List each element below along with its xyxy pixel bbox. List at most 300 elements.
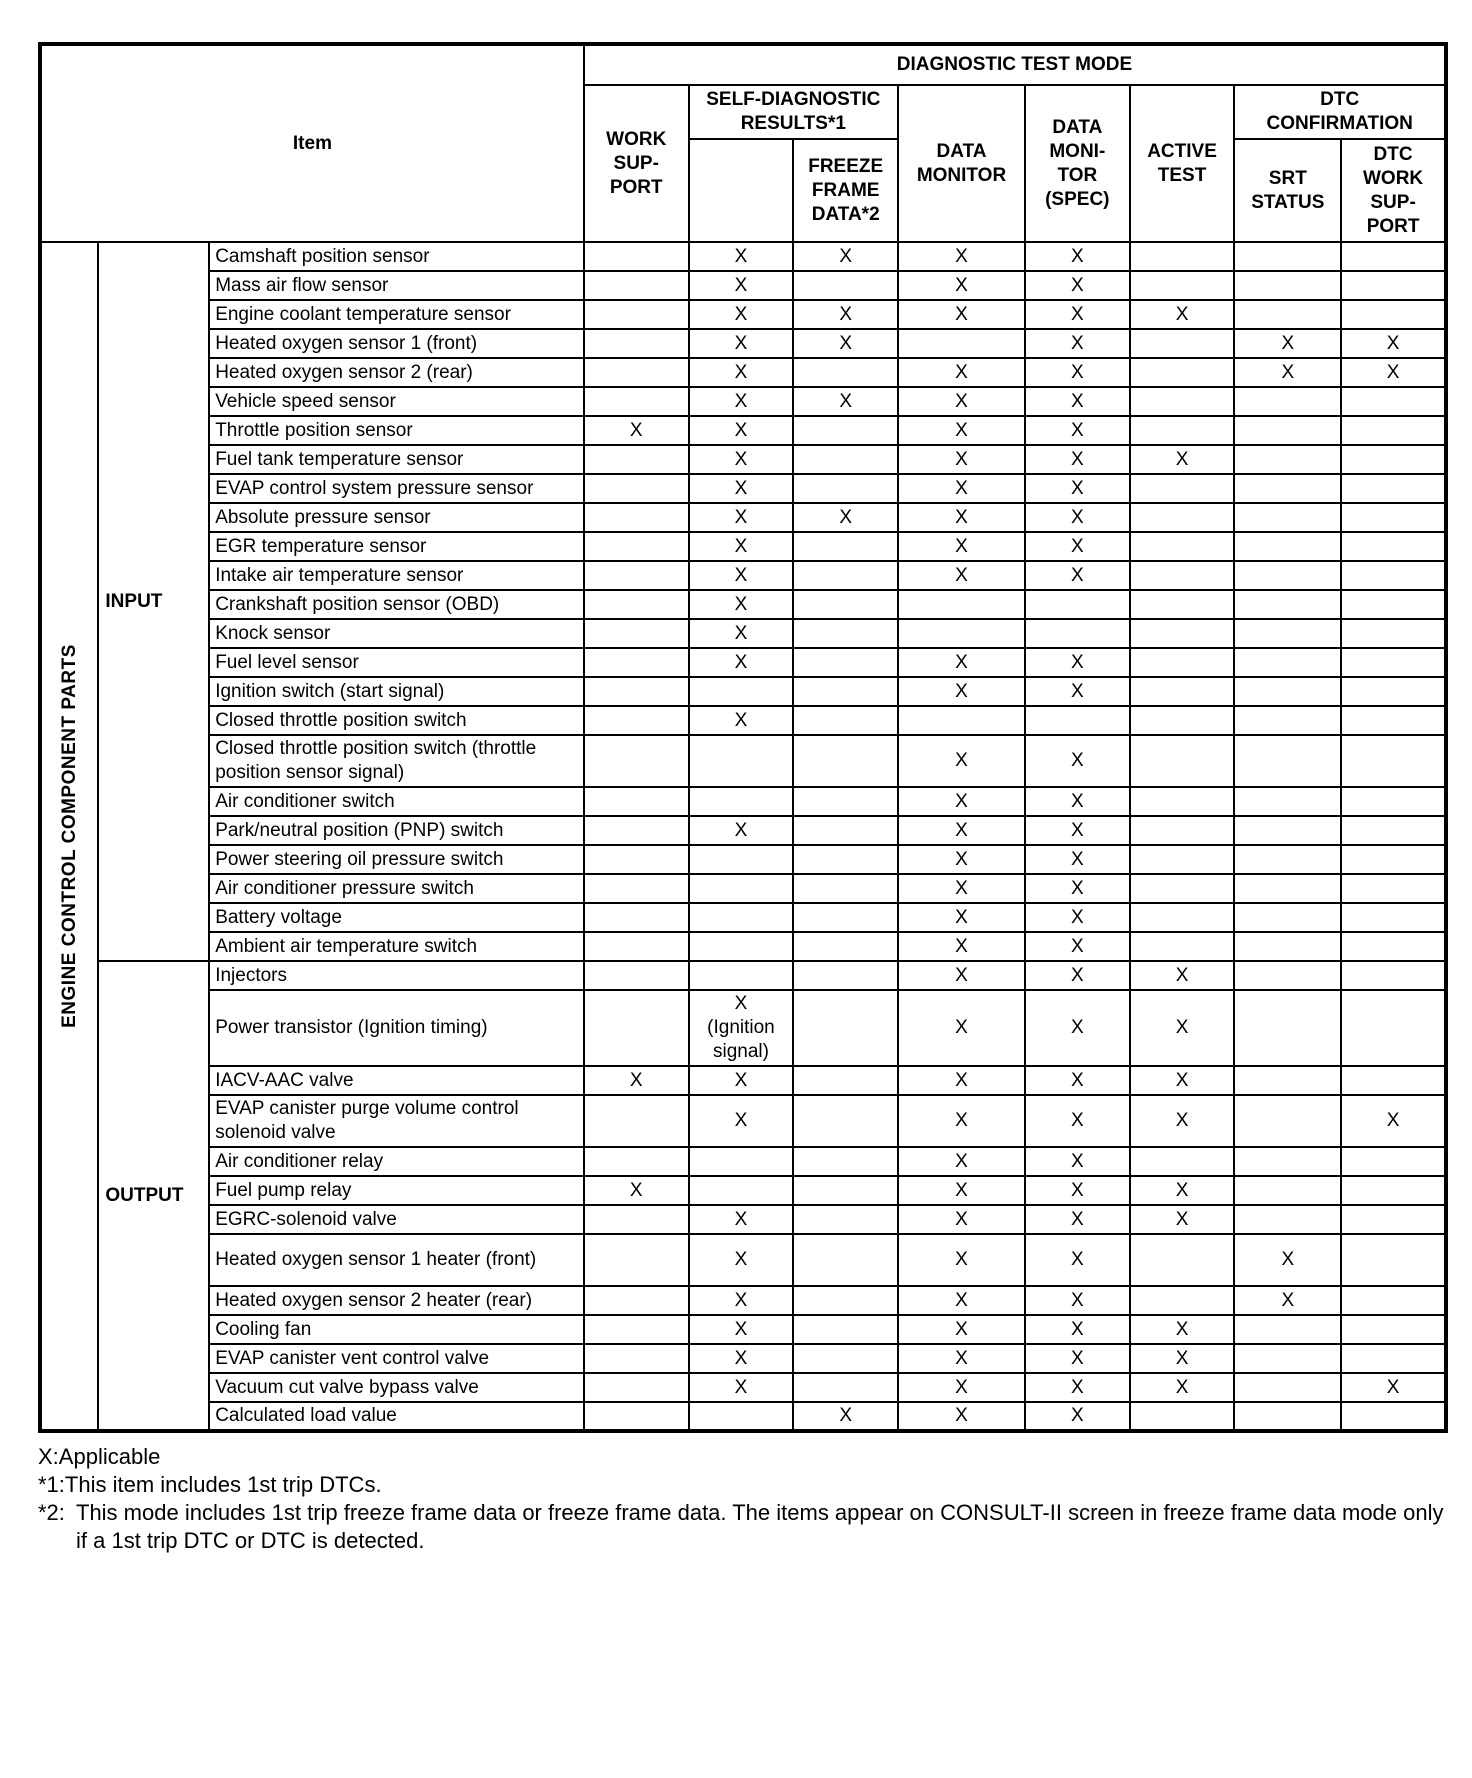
table-row: [40, 387, 1446, 416]
table-row: [40, 1286, 1446, 1315]
item-name-cell: Vacuum cut valve bypass valve: [209, 1373, 584, 1402]
item-name-cell: Intake air temperature sensor: [209, 561, 584, 590]
freeze-frame-mark: X: [793, 387, 898, 416]
table-row: [40, 1176, 1446, 1205]
srt-status-mark: [1234, 474, 1341, 503]
side-category-cell: [40, 242, 98, 1431]
dtc-work-support-mark: [1341, 1344, 1446, 1373]
data-monitor-mark: X: [898, 1402, 1025, 1431]
srt-status-mark: [1234, 1315, 1341, 1344]
srt-status-mark: [1234, 242, 1341, 271]
work-support-mark: [584, 387, 689, 416]
active-test-mark: X: [1130, 990, 1235, 1066]
data-monitor-spec-mark: X: [1025, 816, 1130, 845]
dtc-work-support-mark: [1341, 1176, 1446, 1205]
data-monitor-spec-mark: X: [1025, 1176, 1130, 1205]
srt-status-mark: [1234, 990, 1341, 1066]
work-support-mark: [584, 532, 689, 561]
dtc-work-support-mark: [1341, 903, 1446, 932]
work-support-mark: [584, 1234, 689, 1286]
srt-status-mark: [1234, 1095, 1341, 1147]
self-diagnostic-mark: [689, 874, 794, 903]
self-diagnostic-mark: X: [689, 242, 794, 271]
data-monitor-mark: X: [898, 735, 1025, 787]
dtc-work-support-mark: [1341, 706, 1446, 735]
srt-status-mark: [1234, 416, 1341, 445]
footnote: [38, 1443, 1448, 1471]
item-name-cell: IACV-AAC valve: [209, 1066, 584, 1095]
srt-status-mark: [1234, 300, 1341, 329]
dtc-work-support-mark: X: [1341, 1095, 1446, 1147]
item-name-cell: Power transistor (Ignition timing): [209, 990, 584, 1066]
data-monitor-spec-mark: X: [1025, 1402, 1130, 1431]
freeze-frame-mark: [793, 1147, 898, 1176]
table-row: [40, 816, 1446, 845]
data-monitor-spec-mark: X: [1025, 445, 1130, 474]
freeze-frame-mark: [793, 845, 898, 874]
item-name-cell: Fuel tank temperature sensor: [209, 445, 584, 474]
freeze-frame-mark: [793, 787, 898, 816]
data-monitor-mark: X: [898, 648, 1025, 677]
dtc-work-support-mark: [1341, 845, 1446, 874]
srt-status-mark: [1234, 1373, 1341, 1402]
item-name-cell: EVAP control system pressure sensor: [209, 474, 584, 503]
diagnostic-test-mode-header: DIAGNOSTIC TEST MODE: [584, 44, 1446, 85]
self-diagnostic-mark: X: [689, 1315, 794, 1344]
work-support-header: WORK SUP- PORT: [584, 85, 689, 242]
table-row: [40, 619, 1446, 648]
work-support-mark: [584, 358, 689, 387]
document-page: [38, 42, 1448, 1555]
dtc-work-support-mark: [1341, 1315, 1446, 1344]
self-diagnostic-mark: X (Ignition signal): [689, 990, 794, 1066]
table-row: [40, 503, 1446, 532]
work-support-mark: [584, 1315, 689, 1344]
item-name-cell: Ambient air temperature switch: [209, 932, 584, 961]
srt-status-mark: [1234, 619, 1341, 648]
srt-status-mark: [1234, 932, 1341, 961]
srt-status-mark: [1234, 677, 1341, 706]
data-monitor-mark: X: [898, 1147, 1025, 1176]
group-label-input: INPUT: [98, 242, 209, 961]
freeze-frame-mark: [793, 1373, 898, 1402]
freeze-frame-mark: [793, 816, 898, 845]
footnotes: [38, 1443, 1448, 1555]
freeze-frame-data-header: FREEZE FRAME DATA*2: [793, 139, 898, 242]
dtc-work-support-mark: X: [1341, 1373, 1446, 1402]
active-test-mark: [1130, 561, 1235, 590]
data-monitor-spec-mark: X: [1025, 1066, 1130, 1095]
item-name-cell: EVAP canister purge volume control solenoid valve: [209, 1095, 584, 1147]
srt-status-mark: [1234, 1402, 1341, 1431]
freeze-frame-mark: [793, 474, 898, 503]
self-diagnostic-results-header: SELF-DIAGNOSTIC RESULTS*1: [689, 85, 898, 139]
dtc-work-support-mark: [1341, 787, 1446, 816]
srt-status-mark: [1234, 387, 1341, 416]
work-support-mark: [584, 677, 689, 706]
item-name-cell: Crankshaft position sensor (OBD): [209, 590, 584, 619]
item-header: Item: [40, 44, 584, 242]
srt-status-mark: [1234, 706, 1341, 735]
data-monitor-mark: X: [898, 561, 1025, 590]
data-monitor-mark: X: [898, 990, 1025, 1066]
item-name-cell: Fuel level sensor: [209, 648, 584, 677]
active-test-mark: X: [1130, 1066, 1235, 1095]
self-diagnostic-mark: X: [689, 300, 794, 329]
item-name-cell: Air conditioner relay: [209, 1147, 584, 1176]
srt-status-mark: X: [1234, 358, 1341, 387]
work-support-mark: X: [584, 1176, 689, 1205]
work-support-mark: [584, 648, 689, 677]
item-name-cell: Injectors: [209, 961, 584, 990]
table-row: [40, 1373, 1446, 1402]
table-row: [40, 874, 1446, 903]
data-monitor-spec-mark: [1025, 706, 1130, 735]
active-test-mark: [1130, 416, 1235, 445]
work-support-mark: X: [584, 1066, 689, 1095]
srt-status-mark: [1234, 271, 1341, 300]
table-row: [40, 242, 1446, 271]
item-name-cell: Heated oxygen sensor 1 (front): [209, 329, 584, 358]
self-diagnostic-mark: [689, 903, 794, 932]
data-monitor-mark: X: [898, 474, 1025, 503]
freeze-frame-mark: [793, 648, 898, 677]
self-diagnostic-mark: [689, 1402, 794, 1431]
active-test-mark: X: [1130, 1205, 1235, 1234]
active-test-mark: [1130, 329, 1235, 358]
data-monitor-spec-mark: X: [1025, 735, 1130, 787]
table-row: [40, 1315, 1446, 1344]
dtc-work-support-mark: X: [1341, 358, 1446, 387]
work-support-mark: [584, 329, 689, 358]
active-test-mark: [1130, 845, 1235, 874]
work-support-mark: [584, 845, 689, 874]
active-test-mark: X: [1130, 1344, 1235, 1373]
table-row: [40, 271, 1446, 300]
data-monitor-spec-mark: X: [1025, 1344, 1130, 1373]
data-monitor-mark: X: [898, 1176, 1025, 1205]
data-monitor-spec-mark: X: [1025, 990, 1130, 1066]
data-monitor-spec-mark: X: [1025, 874, 1130, 903]
table-row: [40, 358, 1446, 387]
srt-status-mark: [1234, 1147, 1341, 1176]
data-monitor-mark: [898, 706, 1025, 735]
item-name-cell: Power steering oil pressure switch: [209, 845, 584, 874]
active-test-mark: [1130, 271, 1235, 300]
work-support-mark: [584, 271, 689, 300]
work-support-mark: [584, 300, 689, 329]
work-support-mark: [584, 619, 689, 648]
item-name-cell: Absolute pressure sensor: [209, 503, 584, 532]
data-monitor-spec-mark: X: [1025, 1147, 1130, 1176]
footnote: [38, 1471, 1448, 1499]
dtc-work-support-mark: [1341, 1234, 1446, 1286]
dtc-work-support-mark: [1341, 1286, 1446, 1315]
table-row: [40, 903, 1446, 932]
self-diagnostic-mark: X: [689, 590, 794, 619]
item-name-cell: Battery voltage: [209, 903, 584, 932]
item-name-cell: Closed throttle position switch: [209, 706, 584, 735]
item-name-cell: Heated oxygen sensor 1 heater (front): [209, 1234, 584, 1286]
table-row: [40, 1344, 1446, 1373]
active-test-mark: X: [1130, 445, 1235, 474]
data-monitor-mark: X: [898, 816, 1025, 845]
data-monitor-mark: X: [898, 387, 1025, 416]
active-test-mark: [1130, 735, 1235, 787]
table-row: [40, 474, 1446, 503]
freeze-frame-mark: X: [793, 1402, 898, 1431]
active-test-mark: [1130, 503, 1235, 532]
dtc-work-support-mark: [1341, 271, 1446, 300]
active-test-mark: [1130, 1147, 1235, 1176]
work-support-mark: [584, 1095, 689, 1147]
active-test-mark: [1130, 677, 1235, 706]
dtc-work-support-mark: [1341, 1205, 1446, 1234]
data-monitor-mark: X: [898, 242, 1025, 271]
table-row: [40, 932, 1446, 961]
active-test-mark: [1130, 590, 1235, 619]
work-support-mark: [584, 590, 689, 619]
item-name-cell: Ignition switch (start signal): [209, 677, 584, 706]
work-support-mark: [584, 874, 689, 903]
table-row: [40, 706, 1446, 735]
table-row: [40, 1402, 1446, 1431]
self-diagnostic-mark: [689, 932, 794, 961]
data-monitor-mark: X: [898, 532, 1025, 561]
self-diagnostic-mark: X: [689, 358, 794, 387]
srt-status-mark: [1234, 561, 1341, 590]
freeze-frame-mark: [793, 358, 898, 387]
dtc-work-support-header: DTC WORK SUP- PORT: [1341, 139, 1446, 242]
active-test-mark: X: [1130, 1095, 1235, 1147]
freeze-frame-mark: X: [793, 242, 898, 271]
data-monitor-mark: X: [898, 874, 1025, 903]
data-monitor-spec-mark: X: [1025, 648, 1130, 677]
side-category-label: ENGINE CONTROL COMPONENT PARTS: [58, 644, 80, 1028]
dtc-work-support-mark: [1341, 561, 1446, 590]
self-diagnostic-mark: [689, 961, 794, 990]
diagnostic-test-mode-table: [38, 42, 1448, 1433]
item-name-cell: Park/neutral position (PNP) switch: [209, 816, 584, 845]
srt-status-mark: [1234, 735, 1341, 787]
active-test-mark: [1130, 1234, 1235, 1286]
data-monitor-spec-mark: X: [1025, 1234, 1130, 1286]
srt-status-mark: [1234, 1344, 1341, 1373]
self-diagnostic-mark: X: [689, 1344, 794, 1373]
table-row: [40, 329, 1446, 358]
dtc-work-support-mark: [1341, 503, 1446, 532]
dtc-work-support-mark: [1341, 816, 1446, 845]
data-monitor-spec-mark: X: [1025, 1205, 1130, 1234]
freeze-frame-mark: [793, 961, 898, 990]
data-monitor-mark: X: [898, 1205, 1025, 1234]
freeze-frame-mark: [793, 1286, 898, 1315]
self-diagnostic-mark: X: [689, 619, 794, 648]
freeze-frame-mark: [793, 1205, 898, 1234]
self-diagnostic-mark: X: [689, 1373, 794, 1402]
table-body: [40, 242, 1446, 1431]
table-row: [40, 845, 1446, 874]
srt-status-mark: [1234, 961, 1341, 990]
item-name-cell: Throttle position sensor: [209, 416, 584, 445]
data-monitor-spec-mark: X: [1025, 1373, 1130, 1402]
data-monitor-spec-mark: X: [1025, 532, 1130, 561]
srt-status-mark: [1234, 1176, 1341, 1205]
dtc-work-support-mark: [1341, 1147, 1446, 1176]
active-test-mark: [1130, 648, 1235, 677]
table-row: [40, 416, 1446, 445]
dtc-work-support-mark: [1341, 590, 1446, 619]
item-name-cell: Heated oxygen sensor 2 (rear): [209, 358, 584, 387]
table-row: [40, 677, 1446, 706]
self-diagnostic-mark: [689, 787, 794, 816]
item-name-cell: Heated oxygen sensor 2 heater (rear): [209, 1286, 584, 1315]
footnote-key: *1:: [38, 1472, 65, 1497]
data-monitor-mark: X: [898, 903, 1025, 932]
data-monitor-spec-mark: X: [1025, 474, 1130, 503]
self-diagnostic-mark: X: [689, 561, 794, 590]
active-test-header: ACTIVE TEST: [1130, 85, 1235, 242]
active-test-mark: [1130, 816, 1235, 845]
table-row: [40, 1095, 1446, 1147]
dtc-work-support-mark: [1341, 387, 1446, 416]
freeze-frame-mark: [793, 1095, 898, 1147]
item-name-cell: Vehicle speed sensor: [209, 387, 584, 416]
work-support-mark: [584, 903, 689, 932]
data-monitor-mark: [898, 619, 1025, 648]
srt-status-mark: [1234, 874, 1341, 903]
data-monitor-spec-header: DATA MONI- TOR (SPEC): [1025, 85, 1130, 242]
item-name-cell: Camshaft position sensor: [209, 242, 584, 271]
work-support-mark: [584, 816, 689, 845]
freeze-frame-mark: [793, 677, 898, 706]
item-name-cell: Air conditioner switch: [209, 787, 584, 816]
freeze-frame-mark: [793, 706, 898, 735]
dtc-work-support-mark: [1341, 677, 1446, 706]
work-support-mark: [584, 990, 689, 1066]
freeze-frame-mark: [793, 1344, 898, 1373]
work-support-mark: [584, 1205, 689, 1234]
self-diagnostic-mark: X: [689, 474, 794, 503]
data-monitor-mark: X: [898, 358, 1025, 387]
data-monitor-spec-mark: [1025, 590, 1130, 619]
active-test-mark: X: [1130, 1176, 1235, 1205]
freeze-frame-mark: [793, 416, 898, 445]
dtc-work-support-mark: [1341, 990, 1446, 1066]
self-diagnostic-mark: [689, 1176, 794, 1205]
self-diagnostic-mark: X: [689, 416, 794, 445]
active-test-mark: [1130, 619, 1235, 648]
freeze-frame-mark: [793, 1176, 898, 1205]
self-diagnostic-mark: X: [689, 1205, 794, 1234]
self-diagnostic-mark: X: [689, 503, 794, 532]
item-name-cell: Knock sensor: [209, 619, 584, 648]
footnote: [38, 1499, 1448, 1555]
table-row: [40, 735, 1446, 787]
data-monitor-header: DATA MONITOR: [898, 85, 1025, 242]
freeze-frame-mark: [793, 619, 898, 648]
self-diagnostic-spacer: [689, 139, 794, 242]
data-monitor-mark: X: [898, 1373, 1025, 1402]
data-monitor-mark: X: [898, 677, 1025, 706]
table-row: [40, 445, 1446, 474]
data-monitor-mark: X: [898, 1286, 1025, 1315]
srt-status-mark: [1234, 903, 1341, 932]
active-test-mark: [1130, 932, 1235, 961]
data-monitor-spec-mark: X: [1025, 242, 1130, 271]
item-name-cell: Cooling fan: [209, 1315, 584, 1344]
data-monitor-spec-mark: X: [1025, 329, 1130, 358]
dtc-work-support-mark: [1341, 1066, 1446, 1095]
self-diagnostic-mark: X: [689, 445, 794, 474]
freeze-frame-mark: [793, 1234, 898, 1286]
data-monitor-mark: X: [898, 445, 1025, 474]
data-monitor-mark: X: [898, 416, 1025, 445]
srt-status-mark: X: [1234, 1286, 1341, 1315]
work-support-mark: [584, 735, 689, 787]
freeze-frame-mark: [793, 990, 898, 1066]
dtc-confirmation-header: DTC CONFIRMATION: [1234, 85, 1446, 139]
dtc-work-support-mark: [1341, 242, 1446, 271]
table-row: [40, 590, 1446, 619]
footnote-key: *2:: [38, 1500, 65, 1525]
table-row: [40, 1205, 1446, 1234]
item-name-cell: Mass air flow sensor: [209, 271, 584, 300]
freeze-frame-mark: X: [793, 300, 898, 329]
item-name-cell: EVAP canister vent control valve: [209, 1344, 584, 1373]
data-monitor-spec-mark: [1025, 619, 1130, 648]
dtc-work-support-mark: [1341, 932, 1446, 961]
srt-status-mark: [1234, 845, 1341, 874]
group-label-output: OUTPUT: [98, 961, 209, 1431]
dtc-work-support-mark: X: [1341, 329, 1446, 358]
table-row: [40, 300, 1446, 329]
freeze-frame-mark: X: [793, 329, 898, 358]
self-diagnostic-mark: X: [689, 706, 794, 735]
srt-status-mark: [1234, 648, 1341, 677]
data-monitor-mark: X: [898, 787, 1025, 816]
footnote-text: This item includes 1st trip DTCs.: [64, 1472, 382, 1497]
self-diagnostic-mark: [689, 677, 794, 706]
data-monitor-mark: X: [898, 1234, 1025, 1286]
table-row: [40, 787, 1446, 816]
dtc-work-support-mark: [1341, 648, 1446, 677]
active-test-mark: [1130, 532, 1235, 561]
footnote-text: Applicable: [58, 1444, 161, 1469]
table-row: [40, 648, 1446, 677]
work-support-mark: [584, 1286, 689, 1315]
freeze-frame-mark: [793, 532, 898, 561]
footnote-key: X:: [38, 1444, 59, 1469]
srt-status-mark: [1234, 816, 1341, 845]
freeze-frame-mark: [793, 903, 898, 932]
self-diagnostic-mark: [689, 1147, 794, 1176]
srt-status-mark: [1234, 787, 1341, 816]
data-monitor-spec-mark: X: [1025, 271, 1130, 300]
srt-status-mark: X: [1234, 329, 1341, 358]
item-name-cell: Engine coolant temperature sensor: [209, 300, 584, 329]
srt-status-header: SRT STATUS: [1234, 139, 1341, 242]
active-test-mark: X: [1130, 1315, 1235, 1344]
data-monitor-mark: [898, 329, 1025, 358]
self-diagnostic-mark: X: [689, 532, 794, 561]
active-test-mark: [1130, 706, 1235, 735]
table-row: [40, 561, 1446, 590]
dtc-work-support-mark: [1341, 735, 1446, 787]
item-name-cell: Closed throttle position switch (throttle position sensor signal): [209, 735, 584, 787]
work-support-mark: [584, 561, 689, 590]
freeze-frame-mark: [793, 932, 898, 961]
